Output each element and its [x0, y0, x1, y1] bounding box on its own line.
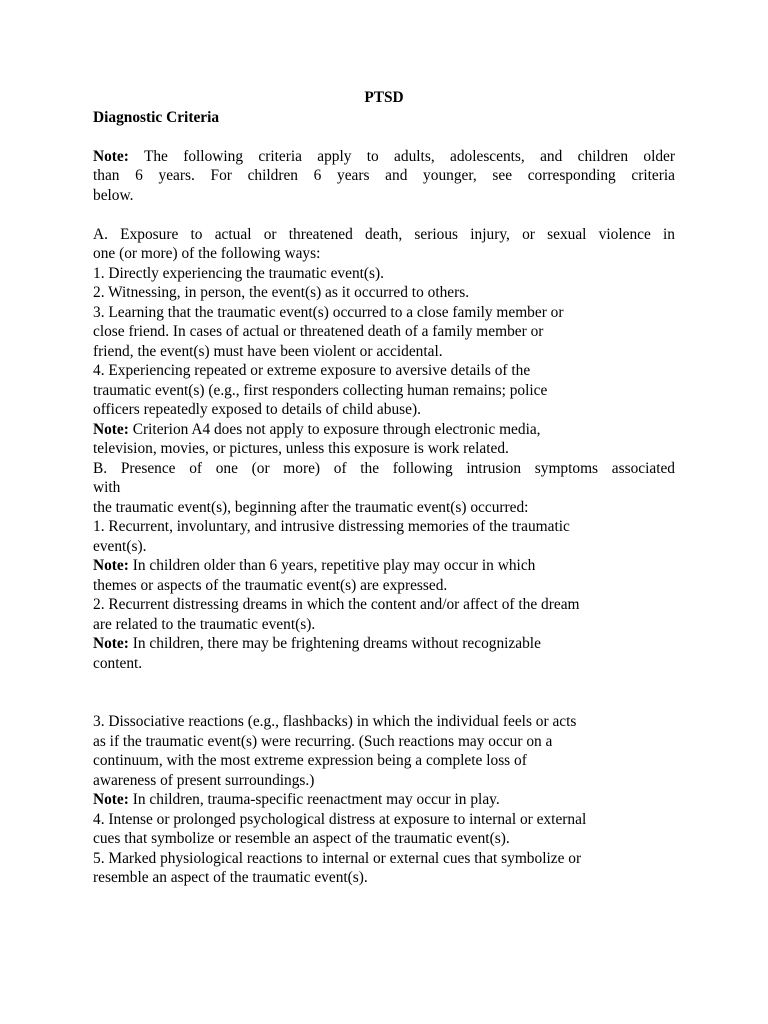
- note-label: Note:: [93, 147, 129, 165]
- criterion-b-line-3: the traumatic event(s), beginning after the traumatic event(s) occurred:: [93, 498, 529, 516]
- intro-line-2: than 6 years. For children 6 years and younger, see corresponding criteria: [93, 167, 675, 184]
- criterion-b-item-3: continuum, with the most extreme expression being a complete loss of: [93, 752, 527, 769]
- criterion-a-item-3: close friend. In cases of actual or threatened death of a family member or: [93, 323, 544, 340]
- document-page: [93, 88, 675, 888]
- criterion-b-note-2: Note: In children, there may be frightening dreams without recognizable: [93, 635, 541, 652]
- note-label: Note:: [93, 635, 129, 652]
- criterion-a-item-4: traumatic event(s) (e.g., first responders collecting human remains; police: [93, 381, 548, 399]
- criterion-a-item-3: friend, the event(s) must have been violent or accidental.: [93, 342, 443, 360]
- criterion-a-note: television, movies, or pictures, unless this exposure is work related.: [93, 440, 509, 457]
- note-label: Note:: [93, 557, 129, 574]
- criterion-b-item-1: 1. Recurrent, involuntary, and intrusive distressing memories of the traumatic: [93, 518, 570, 535]
- criterion-b-item-3: 3. Dissociative reactions (e.g., flashbacks) in which the individual feels or acts: [93, 713, 577, 730]
- criterion-a-line-2: one (or more) of the following ways:: [93, 245, 321, 262]
- document-title: PTSD: [364, 89, 404, 106]
- criterion-a-item-3: 3. Learning that the traumatic event(s) occurred to a close family member or: [93, 303, 564, 321]
- criterion-a-item-4: 4. Experiencing repeated or extreme exposure to aversive details of the: [93, 362, 531, 379]
- criterion-b-item-4: cues that symbolize or resemble an aspect of the traumatic event(s).: [93, 830, 510, 847]
- criterion-b-item-3: as if the traumatic event(s) were recurring. (Such reactions may occur on a: [93, 732, 553, 750]
- criterion-b-line-1: B. Presence of one (or more) of the following intrusion symptoms associated: [93, 459, 675, 477]
- criterion-b-item-2: 2. Recurrent distressing dreams in which the content and/or affect of the dream: [93, 596, 580, 613]
- spacer: [93, 673, 675, 712]
- criterion-b-line-2: with: [93, 479, 121, 496]
- criterion-b-note-1: themes or aspects of the traumatic event(s) are expressed.: [93, 576, 448, 594]
- criterion-b-item-3: awareness of present surroundings.): [93, 771, 315, 789]
- criterion-b-note-2: content.: [93, 654, 143, 672]
- intro-line-1: Note: The following criteria apply to adults, adolescents, and children older: [93, 147, 675, 165]
- criterion-a-line-1: A. Exposure to actual or threatened death, serious injury, or sexual violence in: [93, 225, 675, 243]
- spacer: [93, 205, 675, 225]
- spacer: [93, 127, 675, 147]
- criterion-a-item-4: officers repeatedly exposed to details of child abuse).: [93, 401, 421, 418]
- intro-line-3: below.: [93, 186, 134, 204]
- criterion-b-item-5: resemble an aspect of the traumatic event(s).: [93, 869, 368, 886]
- criterion-b-note-1: Note: In children older than 6 years, repetitive play may occur in which: [93, 557, 536, 574]
- criterion-b-note-3: Note: In children, trauma-specific reenactment may occur in play.: [93, 791, 500, 808]
- criterion-a-item-2: 2. Witnessing, in person, the event(s) as it occurred to others.: [93, 284, 470, 301]
- criterion-a-item-1: 1. Directly experiencing the traumatic event(s).: [93, 264, 385, 282]
- criterion-b-item-4: 4. Intense or prolonged psychological distress at exposure to internal or external: [93, 810, 587, 828]
- criterion-b-item-2: are related to the traumatic event(s).: [93, 615, 316, 633]
- criterion-a-note: Note: Criterion A4 does not apply to exposure through electronic media,: [93, 420, 541, 438]
- note-label: Note:: [93, 420, 129, 438]
- criterion-b-item-5: 5. Marked physiological reactions to internal or external cues that symbolize or: [93, 849, 582, 867]
- criterion-b-item-1: event(s).: [93, 537, 147, 555]
- note-label: Note:: [93, 791, 129, 808]
- document-subtitle: Diagnostic Criteria: [93, 108, 220, 126]
